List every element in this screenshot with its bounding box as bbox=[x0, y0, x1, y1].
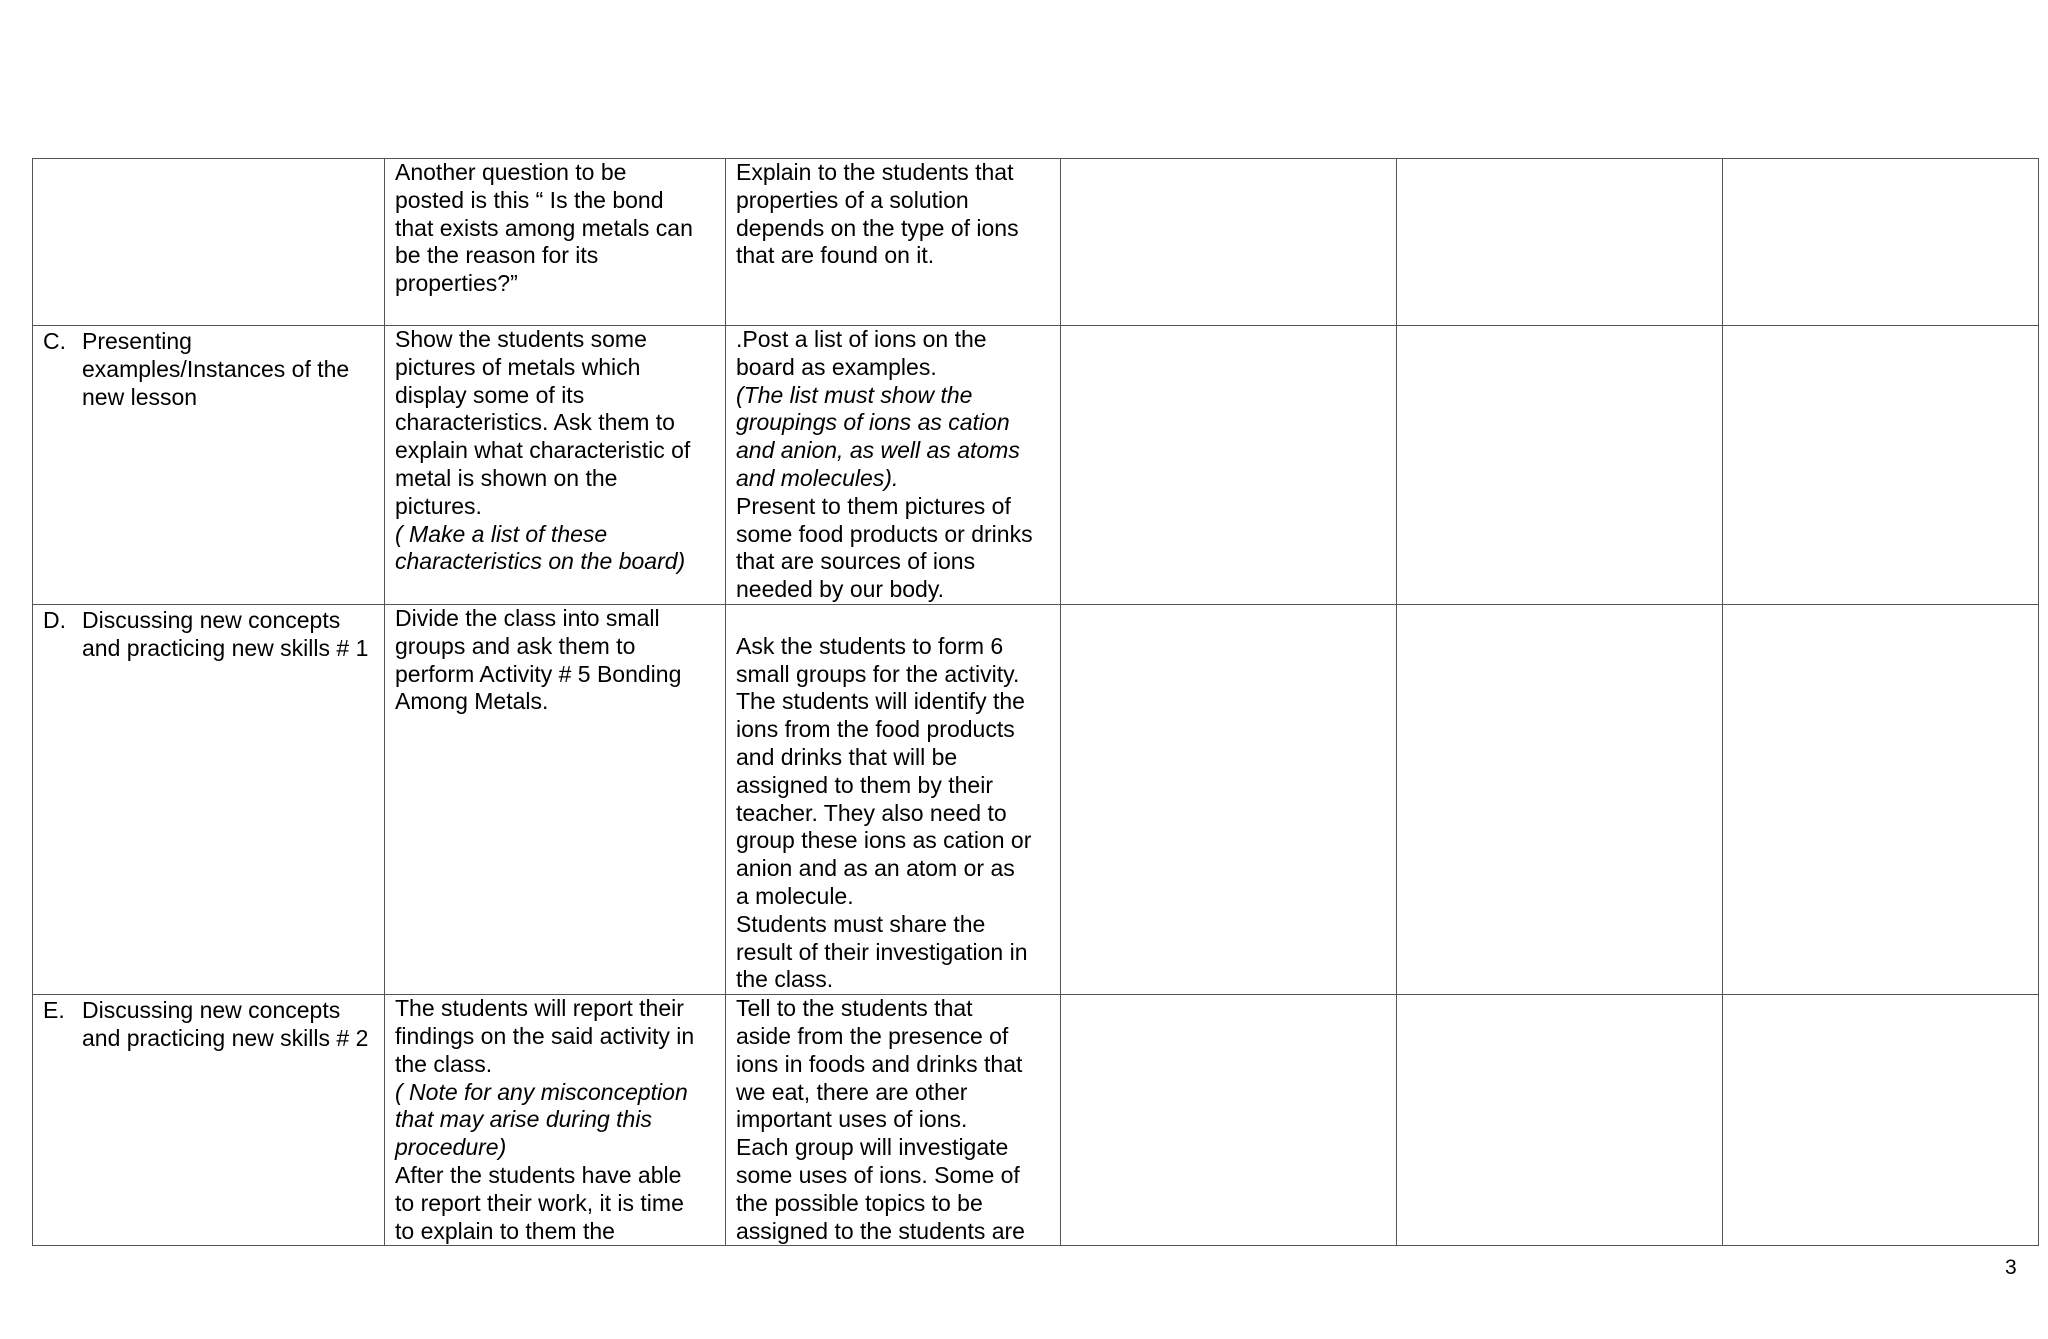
cell-text-line: needed by our body. bbox=[736, 576, 945, 603]
cell-text-line: pictures. bbox=[395, 492, 482, 519]
cell-text-line: explain what characteristic of bbox=[395, 437, 691, 464]
cell-text-line: After the students have able bbox=[395, 1161, 682, 1188]
activity-cell bbox=[385, 159, 726, 326]
teacher-note-cell bbox=[726, 605, 1061, 995]
lesson-plan-table bbox=[32, 158, 2039, 1246]
empty-cell bbox=[1061, 326, 1397, 605]
teacher-note-cell bbox=[726, 995, 1061, 1246]
cell-text-line: teacher. They also need to bbox=[736, 799, 1007, 826]
cell-text-line: (The list must show the bbox=[736, 381, 973, 408]
table-row bbox=[33, 995, 2039, 1246]
cell-text-line: and molecules). bbox=[736, 464, 899, 491]
cell-text-line: posted is this “ Is the bond bbox=[395, 186, 664, 213]
cell-text-line: Present to them pictures of bbox=[736, 492, 1011, 519]
row-label-cell bbox=[33, 995, 385, 1246]
cell-text-line: ( Note for any misconception bbox=[395, 1078, 688, 1105]
cell-text-line: Students must share the bbox=[736, 910, 986, 937]
cell-text-line: group these ions as cation or bbox=[736, 827, 1032, 854]
cell-text-line: properties of a solution bbox=[736, 186, 969, 213]
cell-text-line: procedure) bbox=[395, 1134, 507, 1161]
empty-cell bbox=[1723, 326, 2039, 605]
cell-text-line: groups and ask them to bbox=[395, 632, 636, 659]
table-row bbox=[33, 159, 2039, 326]
cell-text-line: ions in foods and drinks that bbox=[736, 1050, 1023, 1077]
cell-text-line: groupings of ions as cation bbox=[736, 409, 1010, 436]
cell-text-line: Another question to be bbox=[395, 159, 627, 185]
cell-text-line: assigned to the students are bbox=[736, 1217, 1025, 1244]
cell-text-line: Show the students some bbox=[395, 326, 647, 352]
cell-text-line: Divide the class into small bbox=[395, 605, 660, 631]
empty-cell bbox=[1397, 995, 1723, 1246]
page-number: 3 bbox=[2005, 1256, 2017, 1279]
cell-text-line: characteristics on the board) bbox=[395, 548, 686, 575]
cell-text-line bbox=[736, 605, 1050, 633]
activity-cell bbox=[385, 326, 726, 605]
empty-cell bbox=[1061, 159, 1397, 326]
cell-text-line: properties?” bbox=[395, 270, 518, 297]
cell-text-line: Ask the students to form 6 bbox=[736, 632, 1004, 659]
row-letter: D. bbox=[43, 607, 66, 633]
cell-text-line: The students will report their bbox=[395, 995, 684, 1022]
cell-text-line: aside from the presence of bbox=[736, 1022, 1009, 1049]
teacher-note-cell bbox=[726, 326, 1061, 605]
cell-text-line: that are sources of ions bbox=[736, 548, 976, 575]
empty-cell bbox=[1723, 605, 2039, 995]
cell-text-line: and drinks that will be bbox=[736, 743, 958, 770]
cell-text-line: be the reason for its bbox=[395, 242, 599, 269]
cell-text-line: small groups for the activity. bbox=[736, 660, 1020, 687]
cell-text-line: display some of its bbox=[395, 381, 585, 408]
cell-text-line: characteristics. Ask them to bbox=[395, 409, 675, 436]
row-label-cell bbox=[33, 605, 385, 995]
empty-cell bbox=[1723, 995, 2039, 1246]
cell-text-line: .Post a list of ions on the bbox=[736, 326, 987, 352]
cell-text-line: Tell to the students that bbox=[736, 995, 973, 1022]
row-label-cell bbox=[33, 159, 385, 326]
cell-text-line: Among Metals. bbox=[395, 688, 549, 715]
table-row bbox=[33, 605, 2039, 995]
cell-text-line: the possible topics to be bbox=[736, 1189, 983, 1216]
teacher-note-cell bbox=[726, 159, 1061, 326]
cell-text-line: perform Activity # 5 Bonding bbox=[395, 660, 682, 687]
cell-text-line: that exists among metals can bbox=[395, 214, 693, 241]
cell-text-line: The students will identify the bbox=[736, 688, 1025, 715]
cell-text-line: some uses of ions. Some of bbox=[736, 1161, 1020, 1188]
cell-text-line: to explain to them the bbox=[395, 1217, 615, 1244]
activity-cell bbox=[385, 995, 726, 1246]
table-row bbox=[33, 326, 2039, 605]
cell-text-line: the class. bbox=[395, 1050, 493, 1077]
row-label: Discussing new concepts and practicing new skills # 1 bbox=[82, 607, 369, 661]
cell-text-line: pictures of metals which bbox=[395, 353, 641, 380]
empty-cell bbox=[1061, 995, 1397, 1246]
cell-text-line: depends on the type of ions bbox=[736, 214, 1019, 241]
cell-text-line: Explain to the students that bbox=[736, 159, 1014, 185]
row-label-cell bbox=[33, 326, 385, 605]
cell-text-line: the class. bbox=[736, 966, 834, 993]
cell-text-line: findings on the said activity in bbox=[395, 1022, 695, 1049]
empty-cell bbox=[1397, 605, 1723, 995]
cell-text-line: a molecule. bbox=[736, 882, 854, 909]
cell-text-line: ( Make a list of these bbox=[395, 520, 608, 547]
cell-text-line: anion and as an atom or as bbox=[736, 855, 1015, 882]
cell-text-line: result of their investigation in bbox=[736, 938, 1028, 965]
cell-text-line: board as examples. bbox=[736, 353, 937, 380]
cell-text-line: that may arise during this bbox=[395, 1106, 652, 1133]
cell-text-line: that are found on it. bbox=[736, 242, 935, 269]
cell-text-line: ions from the food products bbox=[736, 716, 1015, 743]
cell-text-line: we eat, there are other bbox=[736, 1078, 968, 1105]
row-label: Discussing new concepts and practicing new skills # 2 bbox=[82, 997, 369, 1051]
cell-text-line: important uses of ions. bbox=[736, 1106, 968, 1133]
cell-text-line: some food products or drinks bbox=[736, 520, 1033, 547]
cell-text-line: metal is shown on the bbox=[395, 464, 618, 491]
cell-text-line: Each group will investigate bbox=[736, 1134, 1009, 1161]
empty-cell bbox=[1397, 159, 1723, 326]
cell-text-line: to report their work, it is time bbox=[395, 1189, 684, 1216]
row-label: Presenting examples/Instances of the new lesson bbox=[82, 328, 350, 410]
row-letter: C. bbox=[43, 328, 66, 354]
empty-cell bbox=[1397, 326, 1723, 605]
cell-text-line: assigned to them by their bbox=[736, 771, 993, 798]
empty-cell bbox=[1061, 605, 1397, 995]
row-letter: E. bbox=[43, 997, 65, 1024]
cell-text-line: and anion, as well as atoms bbox=[736, 437, 1020, 464]
activity-cell bbox=[385, 605, 726, 995]
empty-cell bbox=[1723, 159, 2039, 326]
